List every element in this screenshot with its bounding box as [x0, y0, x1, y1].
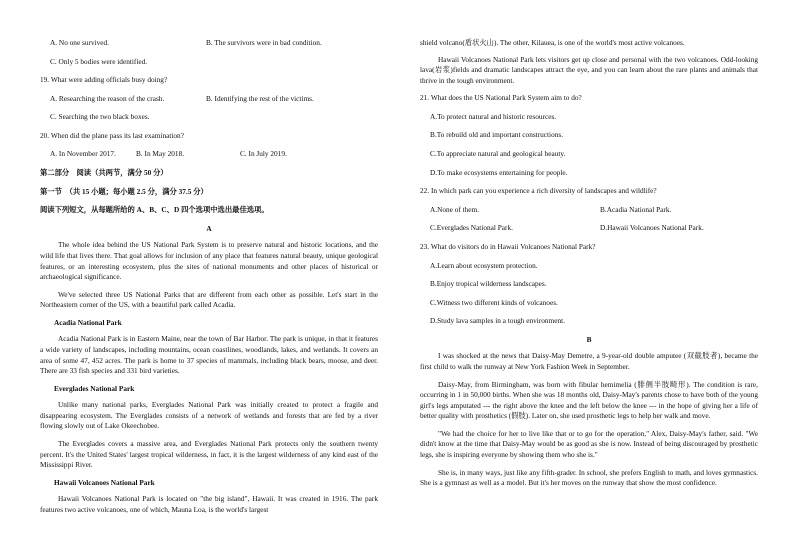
passage-b-label: B	[586, 334, 592, 344]
passage-b-paragraph-2: Daisy-May, from Birmingham, was born with fibular hemimelia (腓侧半肢畸形). The condition is rare, occurring in 1 in 50,000 births. When she was 18 months old, Daisy-May's parents chose to have both of the young girl's legs amputated --- the right above the knee and the left below the knee --- in the hope of giving her a life of better quality with prosthetics (假肢). Later on, she used prosthetic legs to help her walk and move.	[420, 379, 758, 421]
q20-option-b: B. In May 2018.	[136, 149, 185, 159]
passage-a-paragraph-7: Hawaii Volcanoes National Park lets visitors get up close and personal with the two volcanoes. Odd-looking lava(岩浆)fields and dramatic landscapes attract the eye, and you can learn about the rare plants and animals that thrive in the tough environment.	[420, 54, 758, 85]
question-21: 21. What does the US National Park System aim to do?	[420, 93, 582, 103]
passage-b-paragraph-4: She is, in many ways, just like any fifth-grader. In school, she prefers English to math, and loves gymnastics. She is a gymnast as well as a model. But it's her moves on the runway that show the most confidence.	[420, 467, 758, 488]
q23-option-b: B.Enjoy tropical wilderness landscapes.	[430, 279, 547, 289]
heading-everglades: Everglades National Park	[54, 383, 135, 393]
passage-b-paragraph-3: "We had the choice for her to live like that or to go for the operation," Alex, Daisy-May's father, said. "We didn't know at the time that Daisy-May would be as good as she is now. Instead of being discouraged by prosthetic legs, she is inspiring everyone by showing them who she is."	[420, 428, 758, 460]
question-23: 23. What do visitors do in Hawaii Volcanoes National Park?	[420, 241, 596, 251]
passage-a-paragraph-4: Unlike many national parks, Everglades National Park was initially created to protect a fragile and disappearing ecosystem. The Everglades consists of a network of wetlands and forests that are fed by a river flowing slowly out of Lake Okeechobee.	[40, 400, 378, 431]
part-two-heading: 第二部分 阅读（共两节，满分 50 分）	[40, 168, 168, 178]
q21-option-d: D.To make ecosystems entertaining for people.	[430, 167, 568, 177]
q18-options-row	[40, 38, 378, 49]
passage-a-label: A	[206, 223, 212, 233]
passage-a-paragraph-5: The Everglades covers a massive area, and Everglades National Park protects only the southern twenty percent. It's the United States' largest tropical wilderness, in fact, it is the largest wilderness of any kind east of the Mississippi River.	[40, 439, 378, 470]
q19-option-c: C. Searching the two black boxes.	[50, 112, 150, 122]
q22-option-b: B.Acadia National Park.	[600, 204, 672, 214]
q22-options-row-2	[420, 223, 758, 234]
q20-options-row	[40, 149, 378, 160]
section-one-heading: 第一节 （共 15 小题；每小题 2.5 分，满分 37.5 分）	[40, 186, 208, 196]
q19-option-a: A. Researching the reason of the crash.	[50, 93, 165, 103]
q19-options-row	[40, 94, 378, 105]
q22-option-a: A.None of them.	[430, 204, 480, 214]
q18-option-c: C. Only 5 bodies were identified.	[50, 56, 148, 66]
passage-a-paragraph-1: The whole idea behind the US National Park System is to preserve natural and historic locations, and the wild life that lives there. That goal allows for inclusion of any place that features natural beauty, unique geological features, or an interesting ecosystem, plus the sites of national monuments and other places of historical or archaeological significance.	[40, 240, 378, 282]
q18-option-b: B. The survivors were in bad condition.	[206, 38, 322, 47]
q21-option-c: C.To appreciate natural and geological beauty.	[430, 149, 566, 159]
passage-a-paragraph-6: Hawaii Volcanoes National Park is located on "the big island", Hawaii. It was created in 1916. The park features two active volcanoes, one of which, Mauna Loa, is the world's largest	[40, 494, 378, 514]
q21-option-a: A.To protect natural and historic resources.	[430, 111, 557, 121]
q22-option-d: D.Hawaii Volcanoes National Park.	[600, 223, 704, 233]
passage-a-paragraph-2: We've selected three US National Parks that are different from each other as possible. Let's start in the Northeastern corner of the US, with a beautiful park called Acadia.	[40, 289, 378, 310]
q21-option-b: B.To rebuild old and important constructions.	[430, 130, 564, 140]
q23-option-c: C.Witness two different kinds of volcanoes.	[430, 297, 558, 307]
q22-option-c: C.Everglades National Park.	[430, 223, 513, 233]
q23-option-a: A.Learn about ecosystem protection.	[430, 260, 538, 270]
q23-option-d: D.Study lava samples in a tough environment.	[430, 316, 565, 326]
passage-a-paragraph-3: Acadia National Park is in Eastern Maine, near the town of Bar Harbor. The park is unique, in that it features a wide variety of landscapes, including mountains, ocean coastlines, woodlands, lakes, and wetlands. It covers an area of some 47, 452 acres. The park is home to 37 species of mammals, including black bears, moose, and deer. There are 33 fish species and 331 bird varieties.	[40, 334, 378, 376]
question-20: 20. When did the plane pass its last examination?	[40, 130, 184, 140]
q19-option-b: B. Identifying the rest of the victims.	[206, 93, 314, 103]
passage-a-paragraph-6-continued: shield volcano(盾状火山). The other, Kilauea, is one of the world's most active volcanoes.	[420, 38, 685, 47]
question-22: 22. In which park can you experience a rich diversity of landscapes and wildlife?	[420, 186, 657, 196]
right-column	[420, 38, 758, 496]
heading-hawaii: Hawaii Volcanoes National Park	[54, 477, 155, 487]
reading-instruction: 阅读下列短文，从每题所给的 A、B、C、D 四个选项中选出最佳选项。	[40, 205, 269, 215]
heading-acadia: Acadia National Park	[54, 317, 122, 327]
q18-option-a: A. No one survived.	[50, 38, 109, 47]
left-column	[40, 38, 378, 523]
question-19: 19. What were adding officials busy doing?	[40, 75, 168, 85]
q20-option-c: C. In July 2019.	[240, 149, 287, 159]
q20-option-a: A. In November 2017.	[50, 149, 116, 159]
q22-options-row-1	[420, 205, 758, 216]
passage-b-paragraph-1: I was shocked at the news that Daisy-May Demetre, a 9-year-old double amputee (双截肢者), became the first child to walk the runway at New York Fashion Week in September.	[420, 351, 758, 371]
